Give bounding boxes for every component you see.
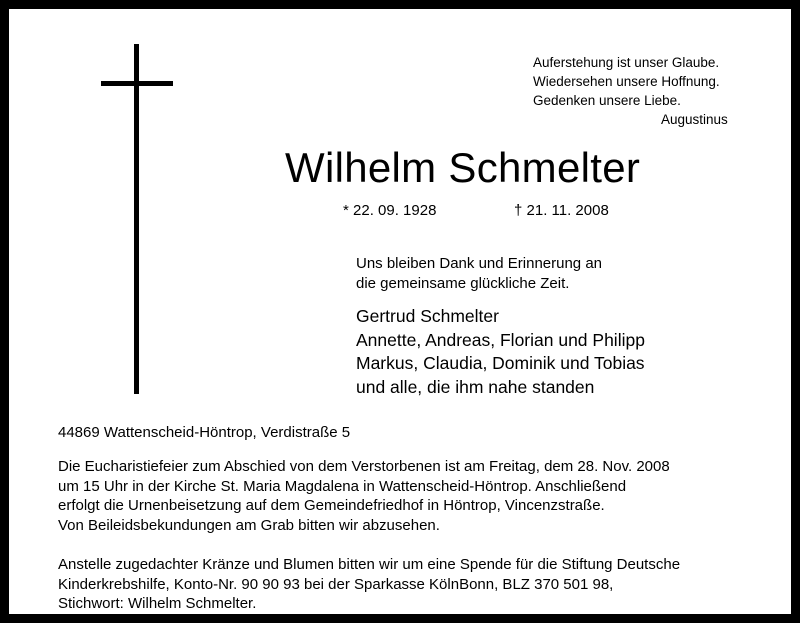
family-address: 44869 Wattenscheid-Höntrop, Verdistraße 5: [58, 424, 351, 441]
donation-notice: [58, 555, 680, 614]
cross-horizontal-beam: [101, 81, 173, 86]
birth-date: * 22. 09. 1928: [343, 202, 437, 219]
quote-block: [533, 53, 728, 129]
quote-author: Augustinus: [661, 112, 728, 127]
ceremony-line: um 15 Uhr in der Kirche St. Maria Magdalena in Wattenscheid-Höntrop. Anschließend: [58, 477, 627, 495]
death-date: † 21. 11. 2008: [514, 202, 609, 219]
family-line: Markus, Claudia, Dominik und Tobias: [356, 353, 645, 373]
donation-line: Stichwort: Wilhelm Schmelter.: [58, 595, 257, 613]
ceremony-line: Von Beileidsbekundungen am Grab bitten wir abzusehen.: [58, 517, 440, 535]
thanks-block: [356, 254, 602, 294]
thanks-line: die gemeinsame glückliche Zeit.: [356, 275, 570, 292]
family-block: [356, 305, 645, 399]
quote-line: Auferstehung ist unser Glaube.: [533, 55, 720, 70]
family-line: Annette, Andreas, Florian und Philipp: [356, 329, 645, 350]
ceremony-notice: [58, 457, 670, 536]
donation-line: Anstelle zugedachter Kränze und Blumen bitten wir um eine Spende für die Stiftung Deutsche: [58, 556, 681, 573]
deceased-name: Wilhelm Schmelter: [285, 144, 641, 191]
family-line: und alle, die ihm nahe standen: [356, 376, 595, 397]
cross-vertical-beam: [134, 44, 139, 394]
donation-line: Kinderkrebshilfe, Konto-Nr. 90 90 93 bei der Sparkasse KölnBonn, BLZ 370 501 98,: [58, 575, 614, 593]
ceremony-line: Die Eucharistiefeier zum Abschied von dem Verstorbenen ist am Freitag, dem 28. Nov. 2008: [58, 458, 670, 475]
quote-line: Wiedersehen unsere Hoffnung.: [533, 74, 720, 89]
ceremony-line: erfolgt die Urnenbeisetzung auf dem Gemeindefriedhof in Höntrop, Vincenzstraße.: [58, 497, 605, 515]
thanks-line: Uns bleiben Dank und Erinnerung an: [356, 255, 602, 272]
quote-line: Gedenken unsere Liebe.: [533, 93, 681, 108]
family-line: Gertrud Schmelter: [356, 306, 499, 326]
